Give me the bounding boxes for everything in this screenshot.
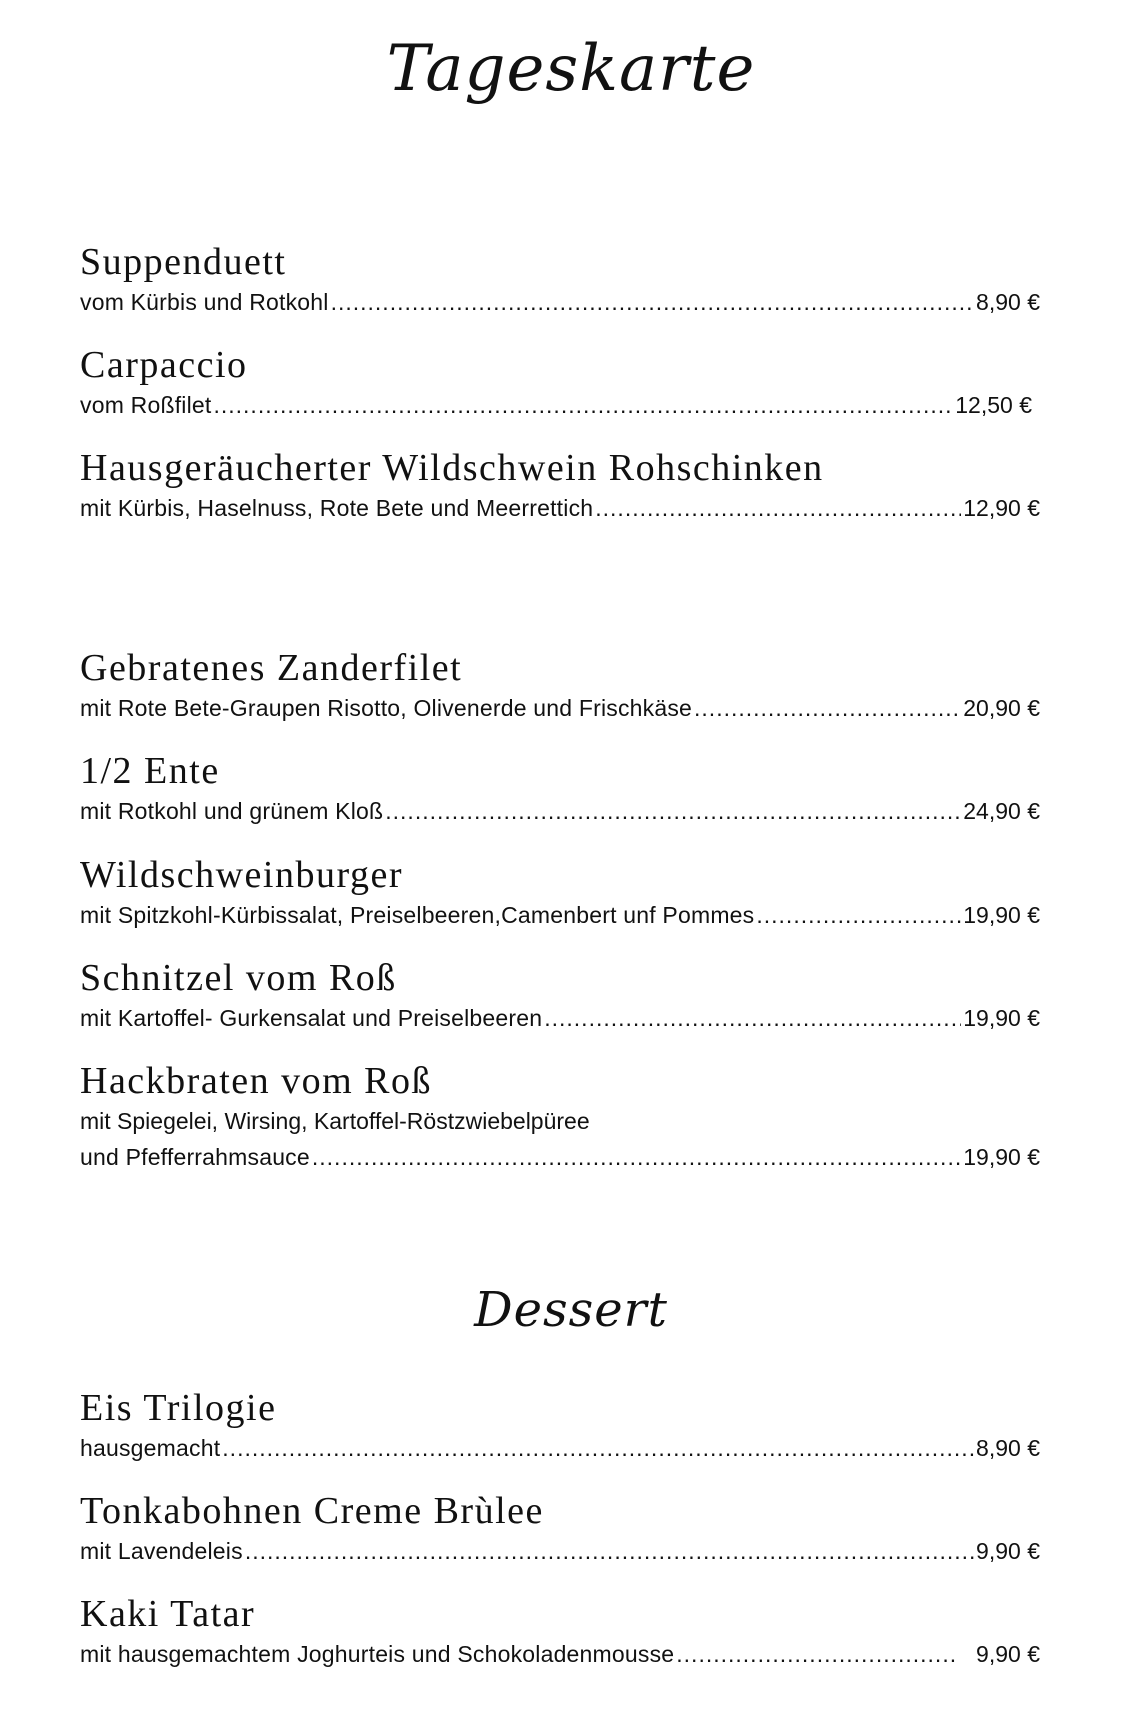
dish-description: vom Kürbis und Rotkohl bbox=[80, 289, 329, 315]
dish-name: Hausgeräucherter Wildschwein Rohschinken bbox=[80, 447, 824, 489]
dish-description: hausgemacht bbox=[80, 1435, 221, 1461]
dish-description: mit hausgemachtem Joghurteis und Schokoladenmousse bbox=[80, 1641, 675, 1667]
dish-name: Hackbraten vom Roß bbox=[80, 1060, 433, 1102]
dot-leader bbox=[222, 1430, 974, 1466]
dot-leader bbox=[245, 1533, 974, 1569]
dish-line bbox=[80, 1533, 1040, 1569]
dot-leader bbox=[331, 284, 974, 320]
dot-leader bbox=[595, 490, 961, 526]
section-title-dessert: Dessert bbox=[474, 1282, 668, 1338]
dish-line bbox=[80, 897, 1040, 933]
dish-price: 9,90 € bbox=[976, 1538, 1040, 1564]
menu-item-suppenduett bbox=[80, 240, 1040, 320]
dish-name: Suppenduett bbox=[80, 241, 287, 283]
dish-price: 12,90 € bbox=[963, 495, 1040, 521]
dish-line bbox=[80, 690, 1040, 726]
page-title: Tageskarte bbox=[386, 32, 756, 106]
dot-leader bbox=[213, 387, 953, 423]
dish-description: mit Kürbis, Haselnuss, Rote Bete und Meerrettich bbox=[80, 495, 594, 521]
menu-item-zanderfilet bbox=[80, 646, 1040, 726]
menu-item-rohschinken bbox=[80, 446, 1040, 526]
dish-name: Kaki Tatar bbox=[80, 1593, 256, 1635]
dish-description-line1: mit Spiegelei, Wirsing, Kartoffel-Röstzwiebelpüree bbox=[80, 1108, 590, 1134]
dish-name: Carpaccio bbox=[80, 344, 248, 386]
dish-description: mit Rote Bete-Graupen Risotto, Olivenerde und Frischkäse bbox=[80, 695, 693, 721]
dish-name: Schnitzel vom Roß bbox=[80, 957, 397, 999]
dish-description: und Pfefferrahmsauce bbox=[80, 1144, 310, 1170]
dish-line bbox=[80, 1000, 1040, 1036]
dish-name: Eis Trilogie bbox=[80, 1387, 277, 1429]
dish-price: 19,90 € bbox=[963, 1005, 1040, 1031]
dish-name: 1/2 Ente bbox=[80, 750, 220, 792]
dish-price: 20,90 € bbox=[963, 695, 1040, 721]
dish-description: mit Kartoffel- Gurkensalat und Preiselbeeren bbox=[80, 1005, 543, 1031]
dot-leader bbox=[694, 690, 961, 726]
menu-item-eis-trilogie bbox=[80, 1386, 1040, 1466]
dish-line bbox=[80, 284, 1040, 320]
dish-price: 12,50 € bbox=[955, 392, 1032, 418]
dish-description: mit Lavendeleis bbox=[80, 1538, 243, 1564]
dish-line bbox=[80, 387, 1032, 423]
dish-line bbox=[80, 1139, 1040, 1175]
dot-leader bbox=[312, 1139, 961, 1175]
dish-name: Wildschweinburger bbox=[80, 854, 403, 896]
dish-description: vom Roßfilet bbox=[80, 392, 212, 418]
dish-line bbox=[80, 1430, 1040, 1466]
dish-description: mit Rotkohl und grünem Kloß bbox=[80, 798, 384, 824]
dish-line bbox=[80, 793, 1040, 829]
dot-leader bbox=[544, 1000, 961, 1036]
menu-item-creme-brulee bbox=[80, 1489, 1040, 1569]
dish-price: 24,90 € bbox=[963, 798, 1040, 824]
dot-leader bbox=[676, 1636, 958, 1672]
dish-price: 19,90 € bbox=[963, 902, 1040, 928]
menu-item-carpaccio bbox=[80, 343, 1040, 423]
dish-price: 19,90 € bbox=[963, 1144, 1040, 1170]
dish-line bbox=[80, 1636, 1040, 1672]
dot-leader bbox=[756, 897, 961, 933]
dish-price: 9,90 € bbox=[976, 1641, 1040, 1667]
menu-item-wildschweinburger bbox=[80, 853, 1040, 933]
dish-description: mit Spitzkohl-Kürbissalat, Preiselbeeren,Camenbert unf Pommes bbox=[80, 902, 755, 928]
dish-price: 8,90 € bbox=[976, 1435, 1040, 1461]
dish-name: Tonkabohnen Creme Brùlee bbox=[80, 1490, 544, 1532]
menu-item-schnitzel bbox=[80, 956, 1040, 1036]
menu-item-hackbraten bbox=[80, 1059, 1040, 1175]
dish-line bbox=[80, 490, 1040, 526]
dish-name: Gebratenes Zanderfilet bbox=[80, 647, 463, 689]
dot-leader bbox=[385, 793, 961, 829]
dish-price: 8,90 € bbox=[976, 289, 1040, 315]
menu-item-kaki-tatar bbox=[80, 1592, 1040, 1672]
menu-item-ente bbox=[80, 749, 1040, 829]
